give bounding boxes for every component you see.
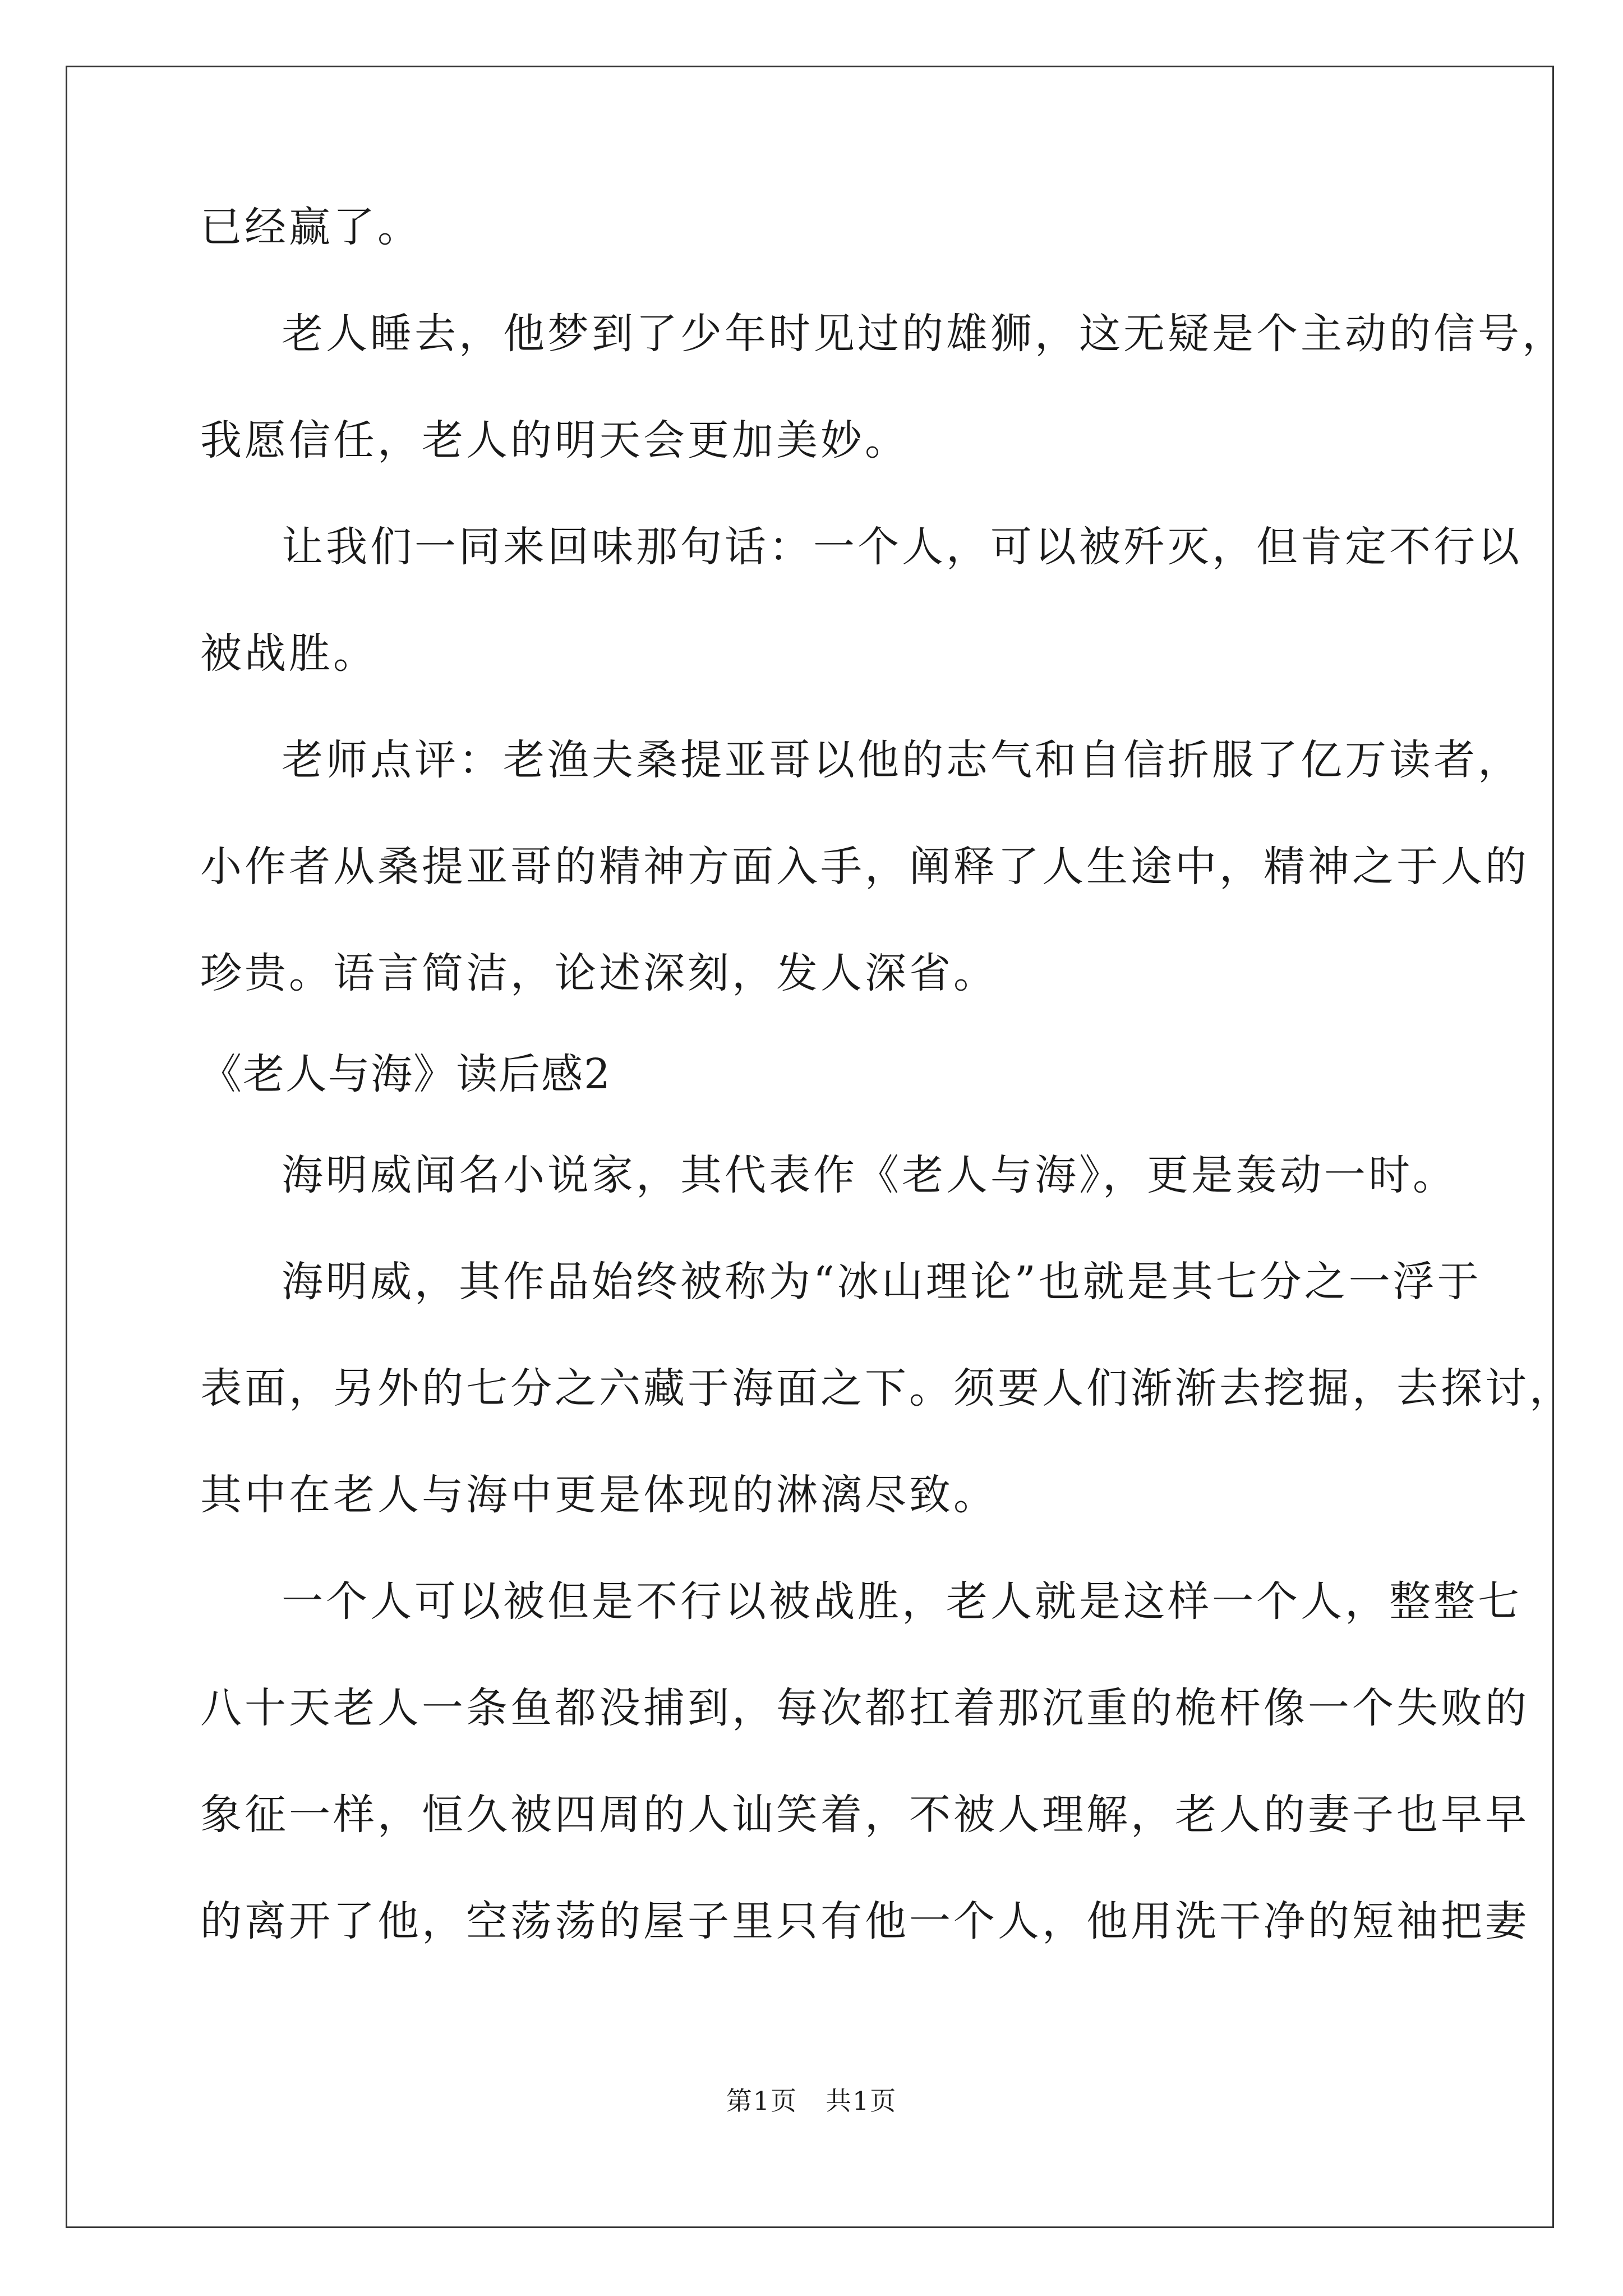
text-line: 表面，另外的七分之六藏于海面之下。须要人们渐渐去挖掘，去探讨， <box>200 1364 1574 1412</box>
page-footer <box>0 2084 1623 2118</box>
text-line: 小作者从桑提亚哥的精神方面入手，阐释了人生途中，精神之于人的 <box>200 843 1529 891</box>
text-line: 象征一样，恒久被四周的人讪笑着，不被人理解，老人的妻子也早早 <box>200 1791 1529 1839</box>
paragraph-line: 海明威，其作品始终被称为“冰山理论”也就是其七分之一浮于 <box>282 1258 1482 1306</box>
section-heading: 《老人与海》读后感2 <box>200 1050 612 1098</box>
text-line: 已经赢了。 <box>200 203 422 251</box>
text-line: 其中在老人与海中更是体现的淋漓尽致。 <box>200 1471 998 1519</box>
paragraph-line: 一个人可以被但是不行以被战胜，老人就是这样一个人，整整七 <box>282 1577 1522 1626</box>
text-line: 被战胜。 <box>200 629 377 678</box>
paragraph-line: 老人睡去，他梦到了少年时见过的雄狮，这无疑是个主动的信号， <box>282 310 1566 358</box>
page-number: 第1页 <box>726 2086 797 2116</box>
text-line: 八十天老人一条鱼都没捕到，每次都扛着那沉重的桅杆像一个失败的 <box>200 1684 1529 1732</box>
text-line: 珍贵。语言简洁，论述深刻，发人深省。 <box>200 949 998 997</box>
text-line: 的离开了他，空荡荡的屋子里只有他一个人，他用洗干净的短袖把妻 <box>200 1897 1529 1945</box>
text-line: 我愿信任，老人的明天会更加美妙。 <box>200 416 909 464</box>
paragraph-line: 老师点评：老渔夫桑提亚哥以他的志气和自信折服了亿万读者， <box>282 736 1522 784</box>
paragraph-line: 让我们一同来回味那句话：一个人，可以被歼灭，但肯定不行以 <box>282 523 1522 571</box>
page-total: 共1页 <box>826 2086 897 2116</box>
paragraph-line: 海明威闻名小说家，其代表作《老人与海》，更是轰动一时。 <box>282 1151 1457 1199</box>
